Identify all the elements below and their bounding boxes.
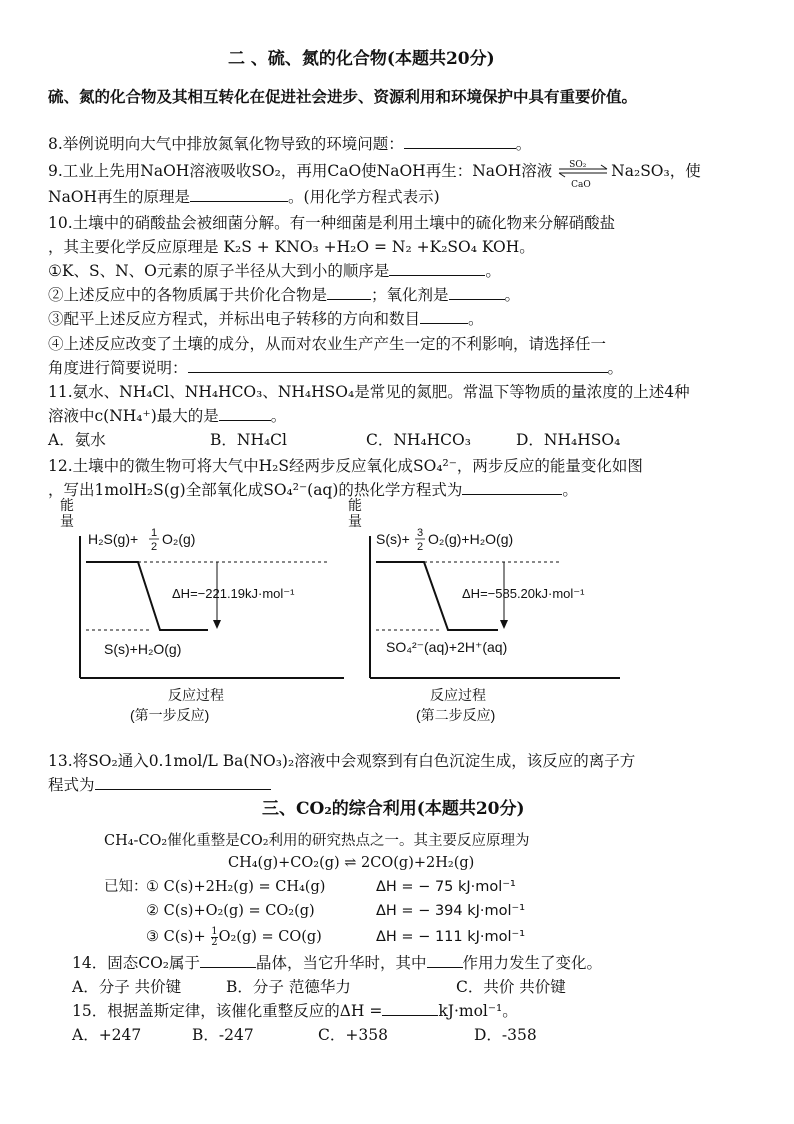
question-10-1-text: ①K、S、N、O元素的原子半径从大到小的顺序是 — [48, 262, 390, 280]
reversible-arrow — [557, 160, 611, 190]
arrow-head-icon — [500, 620, 508, 629]
question-9-text: 9.工业上先用NaOH溶液吸收SO₂，再用CaO使NaOH再生：NaOH溶液 — [48, 162, 553, 180]
reactant-label-tail: O₂(g) — [162, 531, 196, 547]
equation-3-dh: ΔH = − 111 kJ·mol⁻¹ — [376, 929, 526, 945]
question-10-2 — [48, 284, 520, 306]
question-14-option-c[interactable]: C．共价 共价键 — [456, 978, 566, 996]
reactant-label: S(s)+ — [376, 531, 410, 547]
answer-blank[interactable] — [389, 261, 485, 276]
question-12-text: ，写出1molH₂S(g)全部氧化成SO₄²⁻(aq)的热化学方程式为 — [48, 481, 463, 499]
period: 。 — [515, 135, 532, 153]
delta-h-label: ΔH=−221.19kJ·mol⁻¹ — [172, 586, 295, 601]
fraction-denominator: 2 — [211, 936, 218, 948]
equation-1: ① C(s)+2H₂(g) = CH₄(g) — [146, 879, 326, 895]
question-11-option-c[interactable]: C．NH₄HCO₃ — [366, 431, 471, 449]
equation-3 — [146, 926, 322, 948]
question-9-line2 — [48, 186, 440, 208]
question-14-text-b: 晶体，当它升华时，其中 — [256, 954, 427, 972]
question-13-text: 程式为 — [48, 776, 95, 794]
arrow-label-bottom: CaO — [571, 180, 591, 190]
period: 。 — [607, 359, 624, 377]
arrow-label-top: SO₂ — [569, 160, 587, 170]
question-14-option-a[interactable]: A．分子 共价键 — [72, 978, 182, 996]
section3-intro: CH₄-CO₂催化重整是CO₂利用的研究热点之一。其主要反应原理为 — [104, 833, 530, 849]
reactant-label-tail: O₂(g)+H₂O(g) — [428, 531, 514, 547]
question-15 — [72, 1000, 518, 1022]
question-11: 11.氨水、NH₄Cl、NH₄HCO₃、NH₄HSO₄是常见的氮肥。常温下等物质的量浓度的上述4种 — [48, 383, 690, 401]
diagram-caption: (第二步反应) — [416, 707, 496, 723]
answer-blank[interactable] — [462, 480, 562, 495]
equation-3-text-b: O₂(g) = CO(g) — [218, 929, 322, 945]
question-14-option-b[interactable]: B．分子 范德华力 — [226, 978, 351, 996]
answer-blank[interactable] — [219, 406, 271, 421]
question-10-1 — [48, 260, 501, 282]
answer-blank[interactable] — [382, 1001, 438, 1016]
fraction-numerator: 1 — [211, 925, 218, 937]
question-10-2-mid: ；氧化剂是 — [371, 286, 449, 304]
question-10-4: ④上述反应改变了土壤的成分，从而对农业生产产生一定的不利影响，请选择任一 — [48, 335, 607, 353]
delta-h-label: ΔH=−585.20kJ·mol⁻¹ — [462, 586, 585, 601]
fraction — [211, 927, 217, 948]
fraction-numerator: 1 — [150, 527, 158, 539]
question-11-option-b[interactable]: B．NH₄Cl — [210, 431, 288, 449]
fraction-numerator: 3 — [416, 527, 424, 539]
question-15-text-a: 15．根据盖斯定律，该催化重整反应的ΔH = — [72, 1002, 383, 1020]
energy-diagram-step1 — [40, 494, 360, 734]
y-axis-label-2: 量 — [348, 513, 362, 529]
question-14-text-c: 作用力发生了变化。 — [462, 954, 603, 972]
question-9-text-b: Na₂SO₃，使 — [611, 162, 701, 180]
section2-intro: 硫、氮的化合物及其相互转化在促进社会进步、资源利用和环境保护中具有重要价值。 — [48, 87, 638, 106]
answer-blank[interactable] — [190, 187, 288, 202]
question-14 — [72, 952, 602, 974]
question-13: 13.将SO₂通入0.1mol/L Ba(NO₃)₂溶液中会观察到有白色沉淀生成，该反应的离子方 — [48, 752, 636, 770]
fraction-denominator: 2 — [416, 541, 424, 553]
equation-2-dh: ΔH = − 394 kJ·mol⁻¹ — [376, 903, 526, 919]
question-13-line2 — [48, 774, 271, 796]
question-10-3 — [48, 308, 484, 330]
section2-title: 二 、硫、氮的化合物(本题共20分) — [228, 49, 495, 69]
question-10: 10.土壤中的硝酸盐会被细菌分解。有一种细菌是利用土壤中的硫化物来分解硝酸盐 — [48, 214, 616, 232]
question-8-text: 8.举例说明向大气中排放氮氧化物导致的环境问题： — [48, 135, 404, 153]
question-11-option-a[interactable]: A．氨水 — [48, 431, 106, 449]
period: 。 — [485, 262, 501, 280]
question-10-4-line2 — [48, 357, 623, 379]
period: 。 — [468, 310, 484, 328]
answer-blank[interactable] — [427, 953, 463, 968]
question-11-option-d[interactable]: D．NH₄HSO₄ — [516, 431, 621, 449]
diagram-caption: (第一步反应) — [130, 707, 210, 723]
question-9-text-c: NaOH再生的原理是 — [48, 188, 191, 206]
y-axis-label-1: 能 — [60, 497, 74, 513]
energy-diagram-step2 — [330, 494, 630, 734]
question-15-option-d[interactable]: D．-358 — [474, 1026, 537, 1044]
question-15-option-c[interactable]: C．+358 — [318, 1026, 388, 1044]
reactant-label: H₂S(g)+ — [88, 531, 139, 547]
section3-title: 三、CO₂的综合利用(本题共20分) — [262, 799, 525, 819]
question-15-option-b[interactable]: B．-247 — [192, 1026, 254, 1044]
y-axis-label-1: 能 — [348, 497, 362, 513]
question-11-line2 — [48, 405, 286, 427]
fraction-denominator: 2 — [150, 541, 158, 553]
question-9-text-d: 。(用化学方程式表示) — [288, 188, 440, 206]
product-label: S(s)+H₂O(g) — [104, 641, 182, 657]
answer-blank[interactable] — [449, 285, 505, 300]
period: 。 — [270, 407, 287, 425]
known-label: 已知： — [104, 879, 148, 895]
question-8 — [48, 133, 531, 155]
question-15-text-b: kJ·mol⁻¹。 — [438, 1002, 518, 1020]
main-reaction: CH₄(g)+CO₂(g) ⇌ 2CO(g)+2H₂(g) — [228, 855, 475, 871]
answer-blank[interactable] — [404, 134, 516, 149]
answer-blank[interactable] — [188, 358, 608, 373]
question-10-reaction: ，其主要化学反应原理是 K₂S + KNO₃ +H₂O = N₂ +K₂SO₄ KOH。 — [48, 238, 535, 256]
question-10-2-text: ②上述反应中的各物质属于共价化合物是 — [48, 286, 328, 304]
period: 。 — [562, 481, 578, 499]
equation-2: ② C(s)+O₂(g) = CO₂(g) — [146, 903, 315, 919]
product-label: SO₄²⁻(aq)+2H⁺(aq) — [386, 639, 508, 655]
arrow-head-icon — [213, 620, 221, 629]
question-15-option-a[interactable]: A．+247 — [72, 1026, 142, 1044]
equation-1-dh: ΔH = − 75 kJ·mol⁻¹ — [376, 879, 516, 895]
question-9 — [48, 160, 701, 190]
answer-blank[interactable] — [420, 309, 468, 324]
y-axis-label-2: 量 — [60, 513, 74, 529]
question-11-text: 溶液中c(NH₄⁺)最大的是 — [48, 407, 219, 425]
equation-3-text-a: ③ C(s)+ — [146, 929, 206, 945]
question-12: 12.土壤中的微生物可将大气中H₂S经两步反应氧化成SO₄²⁻，两步反应的能量变化如图 — [48, 457, 643, 475]
question-10-3-text: ③配平上述反应方程式，并标出电子转移的方向和数目 — [48, 310, 421, 328]
x-axis-label: 反应过程 — [168, 687, 224, 703]
question-14-text-a: 14．固态CO₂属于 — [72, 954, 201, 972]
answer-blank[interactable] — [200, 953, 256, 968]
period: 。 — [504, 286, 521, 304]
x-axis-label: 反应过程 — [430, 687, 486, 703]
answer-blank[interactable] — [95, 775, 271, 790]
question-10-4-text: 角度进行简要说明： — [48, 359, 188, 377]
answer-blank[interactable] — [327, 285, 371, 300]
